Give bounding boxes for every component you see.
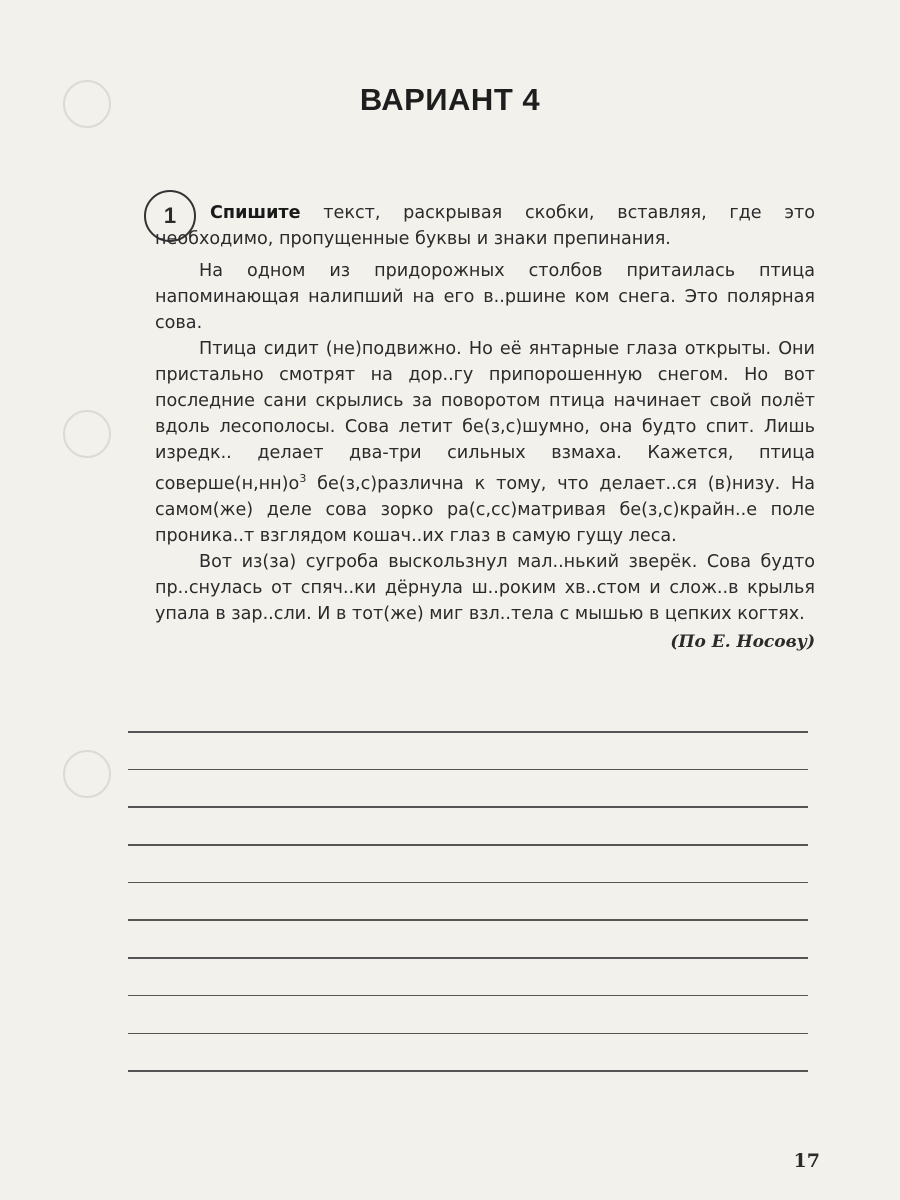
page-number: 17	[793, 1150, 820, 1172]
task-instruction	[155, 200, 815, 252]
writing-line[interactable]	[128, 731, 808, 733]
footnote-mark: 3	[299, 472, 307, 485]
writing-line[interactable]	[128, 882, 808, 884]
writing-line[interactable]	[128, 1070, 808, 1072]
writing-line[interactable]	[128, 769, 808, 771]
instruction-text: текст, раскрывая скобки, вставляя, где это необходимо, пропущенные буквы и знаки препинания.	[155, 203, 815, 249]
writing-lines[interactable]	[128, 731, 808, 1108]
writing-line[interactable]	[128, 1033, 808, 1035]
writing-line[interactable]	[128, 957, 808, 959]
text-paragraph-3: Вот из(за) сугроба выскользнул мал..нький зверёк. Сова будто пр..снулась от спяч..ки дёрнула ш..роким хв..стом и слож..в крылья упала в зар..сли. И в тот(же) миг взл..тела с мышью в цепких когтях.	[155, 551, 815, 624]
text-paragraph-1: На одном из придорожных столбов притаилась птица напоминающая налипший на его в..ршине ком снега. Это полярная сова.	[155, 261, 815, 333]
bleed-through-circle	[63, 750, 111, 798]
paragraph-2-tail: бе(з,с)различна к тому, что делает..ся (в)низу. На самом(же) деле сова зорко ра(с,сс)матривая бе(з,с)крайн..е поле проника..т взглядом кошач..их глаз в самую гущу леса.	[155, 473, 815, 546]
task-text-block	[155, 200, 815, 655]
writing-line[interactable]	[128, 919, 808, 921]
instruction-bold: Спишите	[210, 203, 301, 223]
writing-line[interactable]	[128, 844, 808, 846]
task-number-badge: 1	[144, 190, 196, 242]
writing-line[interactable]	[128, 806, 808, 808]
source-attribution: (По Е. Носову)	[670, 631, 815, 652]
text-paragraph-2	[155, 336, 815, 549]
page-title: ВАРИАНТ 4	[359, 82, 541, 117]
paragraph-2-text: Птица сидит (не)подвижно. Но её янтарные глаза открыты. Они пристально смотрят на дор..гу припорошенную снегом. Но вот последние сани скрылись за поворотом птица начинает свой полёт вдоль лесополосы. Сова летит бе(з,с)шумно, она будто спит. Лишь изредк.. делает два-три сильных взмаха. Кажется, птица соверше(н,нн)о	[155, 339, 815, 494]
writing-line[interactable]	[128, 995, 808, 997]
bleed-through-circle	[63, 410, 111, 458]
